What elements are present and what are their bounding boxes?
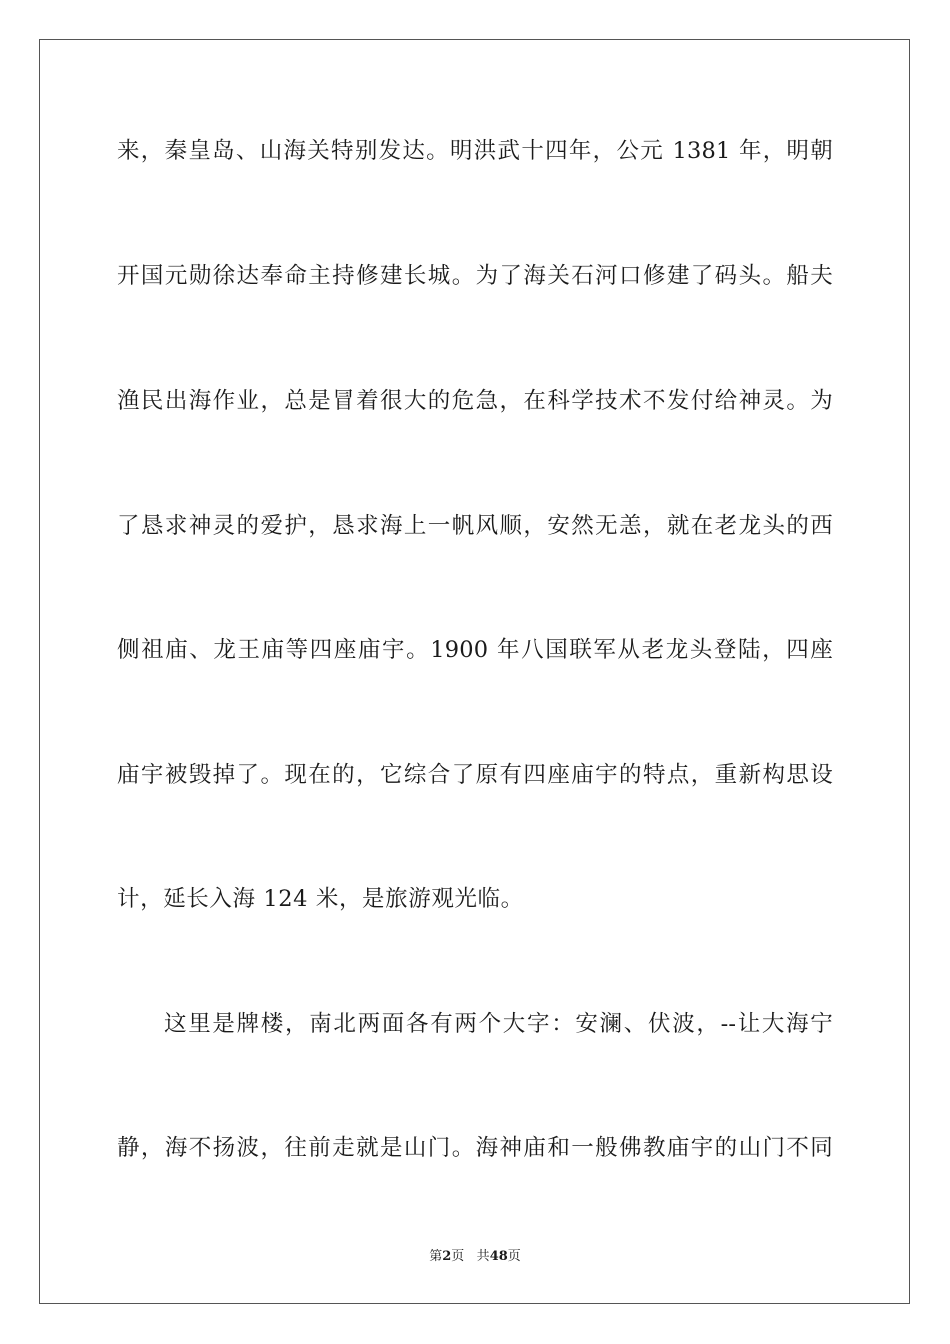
footer-total-pages: 48: [489, 1249, 508, 1264]
text-line-5: 侧祖庙、龙王庙等四座庙宇。1900 年八国联军从老龙头登陆，四座: [117, 637, 833, 663]
footer-total-suffix: 页: [507, 1249, 521, 1264]
footer-page-suffix: 页: [451, 1249, 465, 1264]
text-line-4: 了恳求神灵的爱护，恳求海上一帆风顺，安然无恙，就在老龙头的西: [117, 513, 833, 539]
footer-total-prefix: 共: [476, 1249, 490, 1264]
text-line-6: 庙宇被毁掉了。现在的，它综合了原有四座庙宇的特点，重新构思设: [117, 762, 833, 788]
page-footer: [0, 1248, 950, 1266]
paragraph-2-line-1: 这里是牌楼，南北两面各有两个大字：安澜、伏波，--让大海宁: [164, 1011, 833, 1037]
text-line-1: 来，秦皇岛、山海关特别发达。明洪武十四年，公元 1381 年，明朝: [117, 138, 833, 164]
page-border: [39, 39, 910, 1304]
paragraph-2-line-2: 静，海不扬波，往前走就是山门。海神庙和一般佛教庙宇的山门不同: [117, 1135, 833, 1161]
text-line-2: 开国元勋徐达奉命主持修建长城。为了海关石河口修建了码头。船夫: [117, 263, 833, 289]
text-line-3: 渔民出海作业，总是冒着很大的危急，在科学技术不发付给神灵。为: [117, 388, 833, 414]
footer-page-number: 2: [442, 1249, 452, 1264]
footer-page-prefix: 第: [429, 1249, 443, 1264]
text-line-7: 计，延长入海 124 米，是旅游观光临。: [117, 886, 524, 912]
